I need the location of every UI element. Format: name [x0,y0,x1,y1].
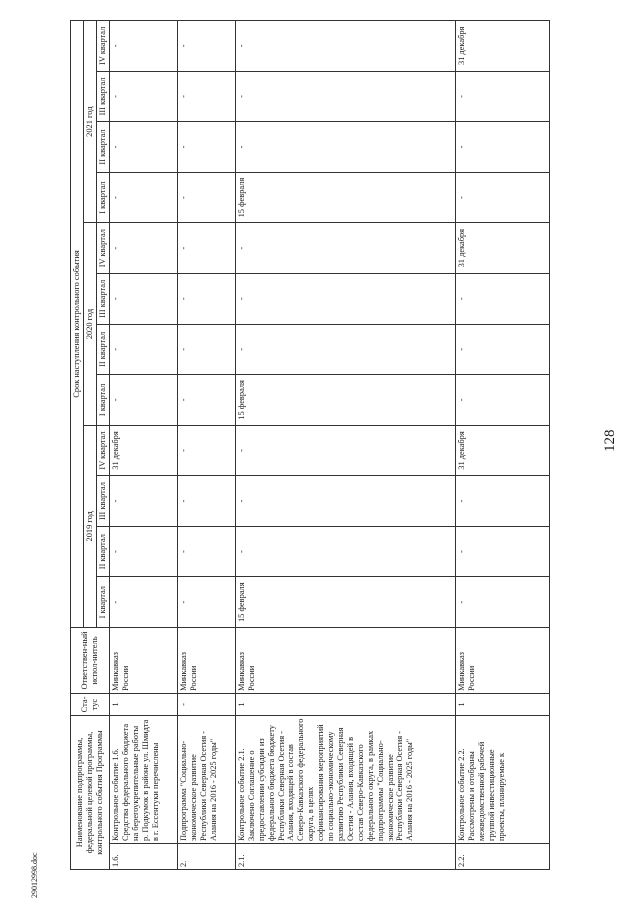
row-cell: - [109,526,177,577]
header-quarter: III квартал [97,273,110,324]
row-cell: - [235,273,455,324]
row-cell: - [235,21,455,72]
header-quarter: III квартал [97,71,110,122]
header-quarter: II квартал [97,324,110,375]
row-cell: - [235,526,455,577]
row-number: 1.6. [109,844,177,870]
row-name: Контрольное событие 2.1. Заключено Соглашение о предоставлении субсидии из федерального бюджета бюджету Республики Северная Осетия - Алания, входящей в состав Северо-Кавказского федерального округа, в целях софинансирования мероприятий по социально-экономическому развитию Республики Северная Осетия - Алания, входящей в состав Северо-Кавказского федерального округа, в рамках подпрограммы "Социально-экономическое развитие Республики Северная Осетия - Алания на 2016 - 2025 годы" [235,716,455,844]
header-status: Ста-тус [71,694,110,716]
header-quarter: IV квартал [97,223,110,274]
row-cell: - [455,122,549,173]
header-year: 2021 год [84,21,97,223]
row-cell: - [455,577,549,628]
row-number: 2.2. [455,844,549,870]
header-name: Наименование подпрограммы, федеральной целевой программы, контрольного события Программы [71,716,110,870]
row-cell: - [177,425,235,476]
row-cell: - [177,71,235,122]
header-year: 2020 год [84,223,97,425]
row-cell: - [109,122,177,173]
row-cell: - [235,476,455,527]
row-cell: - [177,577,235,628]
row-cell: 31 декабря [455,21,549,72]
row-name: Контрольное событие 2.2. Рассмотрены и отобраны межведомственной рабочей группой инвестиционные проекты, планируемые к [455,716,549,844]
control-events-table [70,20,550,870]
row-responsible: Минкавказ России [177,628,235,694]
row-cell: 31 декабря [455,223,549,274]
row-cell: - [455,273,549,324]
header-deadline: Срок наступления контрольного события [71,21,84,628]
table-row [109,21,177,870]
row-cell: - [177,476,235,527]
row-name: Контрольное событие 1.6. Средства федерального бюджета на берегоукрепительные работы р. Подкумок в районе ул. Шмидта в г. Ессентуки перечислены [109,716,177,844]
header-quarter: IV квартал [97,21,110,72]
row-responsible: Минкавказ России [455,628,549,694]
row-cell: - [109,324,177,375]
row-cell: - [235,223,455,274]
row-cell: - [177,122,235,173]
row-cell: - [455,476,549,527]
row-cell: - [109,172,177,223]
row-cell: - [235,71,455,122]
row-cell: - [109,476,177,527]
row-status: 1 [235,694,455,716]
row-cell: - [109,577,177,628]
header-quarter: IV квартал [97,425,110,476]
row-cell: - [235,425,455,476]
table-body [109,21,549,870]
row-cell: 31 декабря [455,425,549,476]
file-name: 29012998.doc [30,852,39,898]
row-cell: 15 февраля [235,577,455,628]
row-cell: 15 февраля [235,375,455,426]
table-row [177,21,235,870]
row-cell: - [455,375,549,426]
row-cell: - [177,324,235,375]
row-cell: - [109,71,177,122]
row-number: 2.1. [235,844,455,870]
row-cell: - [109,223,177,274]
row-cell: - [177,172,235,223]
header-quarter: I квартал [97,577,110,628]
row-cell: - [235,122,455,173]
row-responsible: Минкавказ России [109,628,177,694]
header-quarter: II квартал [97,526,110,577]
row-cell: - [177,375,235,426]
row-name: Подпрограмма "Социально-экономическое развитие Республики Северная Осетия - Алания на 2016 - 2025 годы" [177,716,235,844]
row-cell: - [177,21,235,72]
rotated-table-container [70,20,550,870]
row-cell: - [455,324,549,375]
header-quarter: I квартал [97,172,110,223]
table-row [455,21,549,870]
row-cell: - [177,273,235,324]
row-status: - [177,694,235,716]
row-cell: - [455,172,549,223]
row-cell: 15 февраля [235,172,455,223]
row-cell: - [109,273,177,324]
row-cell: 31 декабря [109,425,177,476]
row-cell: - [109,375,177,426]
row-cell: - [177,526,235,577]
page-number: 128 [602,429,618,452]
header-quarter: II квартал [97,122,110,173]
row-cell: - [109,21,177,72]
table-row [235,21,455,870]
header-quarter: III квартал [97,476,110,527]
header-quarter: I квартал [97,375,110,426]
row-cell: - [455,71,549,122]
row-number: 2. [177,844,235,870]
row-cell: - [177,223,235,274]
header-year: 2019 год [84,425,97,627]
header-responsible: Ответствен-ный испол-нитель [71,628,110,694]
row-status: 1 [109,694,177,716]
row-status: 1 [455,694,549,716]
row-cell: - [455,526,549,577]
row-responsible: Минкавказ России [235,628,455,694]
row-cell: - [235,324,455,375]
